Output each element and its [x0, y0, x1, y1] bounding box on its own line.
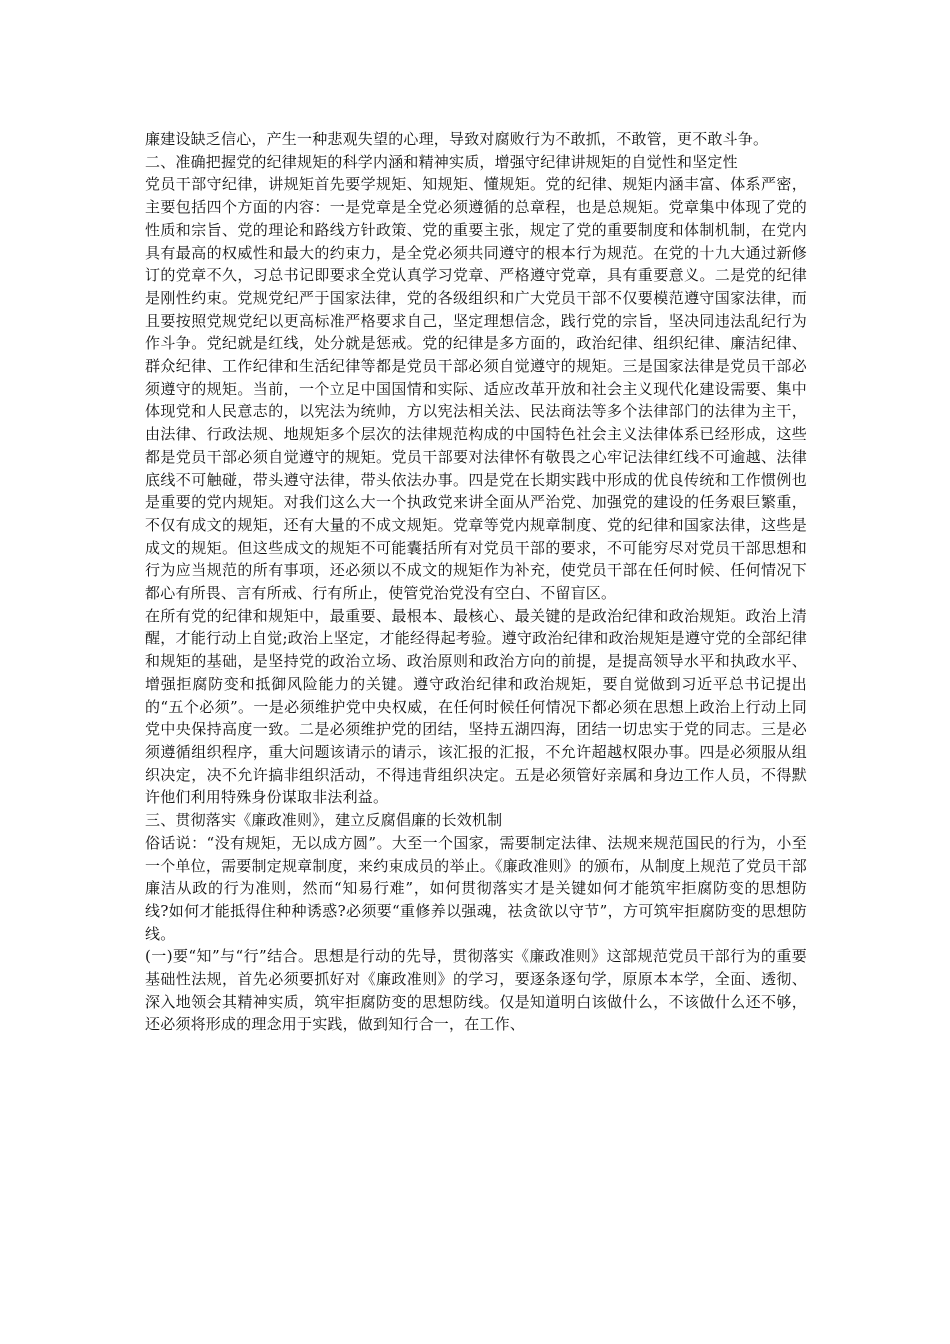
paragraph-four-aspects: 党员干部守纪律，讲规矩首先要学规矩、知规矩、懂规矩。党的纪律、规矩内涵丰富、体系严密，主要包括四个方面的内容：一是党章是全党必须遵循的总章程，也是总规矩。党章集中体现了党的性质和宗旨、党的理论和路线方针政策、党的重要主张，规定了党的重要制度和体制机制，在党内具有最高的权威性和最大的约束力，是全党必须共同遵守的根本行为规范。在党的十九大通过新修订的党章不久，习总书记即要求全党认真学习党章、严格遵守党章，具有重要意义。二是党的纪律是刚性约束。党规党纪严于国家法律，党的各级组织和广大党员干部不仅要模范遵守国家法律，而且要按照党规党纪以更高标准严格要求自己，坚定理想信念，践行党的宗旨，坚决同违法乱纪行为作斗争。党纪就是红线，处分就是惩戒。党的纪律是多方面的，政治纪律、组织纪律、廉洁纪律、群众纪律、工作纪律和生活纪律等都是党员干部必须自觉遵守的规矩。三是国家法律是党员干部必须遵守的规矩。当前，一个立足中国国情和实际、适应改革开放和社会主义现代化建设需要、集中体现党和人民意志的，以宪法为统帅，方以宪法相关法、民法商法等多个法律部门的法律为主干，由法律、行政法规、地规矩多个层次的法律规范构成的中国特色社会主义法律体系已经形成，这些都是党员干部必须自觉遵守的规矩。党员干部要对法律怀有敬畏之心牢记法律红线不可逾越、法律底线不可触碰，带头遵守法律，带头依法办事。四是党在长期实践中形成的优良传统和工作惯例也是重要的党内规矩。对我们这么大一个执政党来讲全面从严治党、加强党的建设的任务艰巨繁重，不仅有成文的规矩，还有大量的不成文规矩。党章等党内规章制度、党的纪律和国家法律，这些是成文的规矩。但这些成文的规矩不可能囊括所有对党员干部的要求，不可能穷尽对党员干部思想和行为应当规范的所有事项，还必须以不成文的规矩作为补充，使党员干部在任何时候、任何情况下都心有所畏、言有所戒、行有所止，使管党治党没有空白、不留盲区。: [145, 175, 807, 603]
paragraph-continuation: 廉建设缺乏信心，产生一种悲观失望的心理，导致对腐败行为不敢抓，不敢管，更不敢斗争。: [145, 130, 769, 148]
paragraph-knowledge-action: (一)要“知”与“行”结合。思想是行动的先导，贯彻落实《廉政准则》这部规范党员干部行为的重要基础性法规，首先必须要抓好对《廉政准则》的学习，要逐条逐句学，原原本本学，全面、透彻、深入地领会其精神实质，筑牢拒腐防变的思想防线。仅是知道明白该做什么，不该做什么还不够，还必须将形成的理念用于实践，做到知行合一，在工作、: [145, 947, 807, 1034]
document-body: [145, 128, 807, 1036]
paragraph-political-discipline: 在所有党的纪律和规矩中，最重要、最根本、最核心、最关键的是政治纪律和政治规矩。政治上清醒，才能行动上自觉;政治上坚定，才能经得起考验。遵守政治纪律和政治规矩是遵守党的全部纪律和规矩的基础，是坚持党的政治立场、政治原则和政治方向的前提，是提高领导水平和执政水平、增强拒腐防变和抵御风险能力的关键。遵守政治纪律和政治规矩，要自觉做到习近平总书记提出的“五个必须”。一是必须维护党中央权威，在任何时候任何情况下都必须在思想上政治上行动上同党中央保持高度一致。二是必须维护党的团结，坚持五湖四海，团结一切忠实于党的同志。三是必须遵循组织程序，重大问题该请示的请示，该汇报的汇报，不允许超越权限办事。四是必须服从组织决定，决不允许搞非组织活动，不得违背组织决定。五是必须管好亲属和身边工作人员，不得默许他们利用特殊身份谋取非法利益。: [145, 606, 807, 807]
section-heading-3: 三、贯彻落实《廉政准则》，建立反腐倡廉的长效机制: [145, 811, 503, 830]
section-heading-2: 二、准确把握党的纪律规矩的科学内涵和精神实质，增强守纪律讲规矩的自觉性和坚定性: [145, 152, 738, 171]
paragraph-saying: 俗话说：“没有规矩，无以成方圆”。大至一个国家，需要制定法律、法规来规范国民的行为，小至一个单位，需要制定规章制度，来约束成员的举止。《廉政准则》的颁布，从制度上规范了党员干部廉洁从政的行为准则，然而“知易行难”，如何贯彻落实才是关键如何才能筑牢拒腐防变的思想防线?如何才能抵得住种种诱惑?必须要“重修养以强魂，祛贪欲以守节”，方可筑牢拒腐防变的思想防线。: [145, 833, 807, 943]
